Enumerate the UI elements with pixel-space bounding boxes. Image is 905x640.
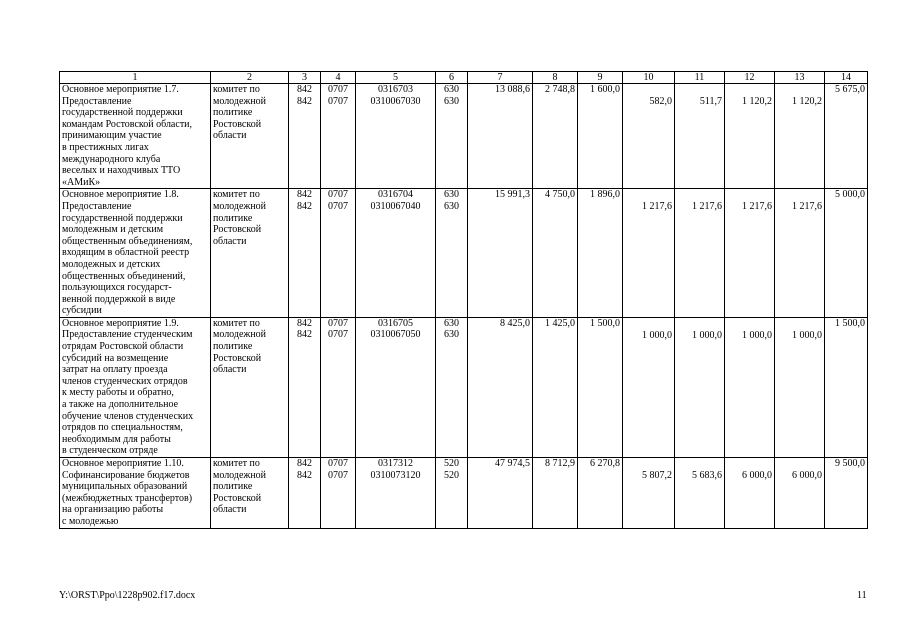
col-header-8: 8 <box>533 72 578 84</box>
amount-col-11: 1 217,6 <box>675 189 725 318</box>
vr-code: 630 630 <box>436 84 468 189</box>
grbs-code: 842 842 <box>289 189 321 318</box>
col-header-4: 4 <box>321 72 356 84</box>
executor: комитет по молодежной политике Ростовской области <box>211 189 289 318</box>
amount-col-14: 5 675,0 <box>825 84 868 189</box>
col-header-11: 11 <box>675 72 725 84</box>
amount-col-12: 1 120,2 <box>725 84 775 189</box>
total-amount: 47 974,5 <box>468 458 533 529</box>
grbs-code: 842 842 <box>289 317 321 457</box>
amount-col-13: 6 000,0 <box>775 458 825 529</box>
col-header-13: 13 <box>775 72 825 84</box>
rz-pr-code: 0707 0707 <box>321 317 356 457</box>
rz-pr-code: 0707 0707 <box>321 84 356 189</box>
header-row <box>60 72 868 84</box>
table-row <box>60 317 868 457</box>
col-header-1: 1 <box>60 72 211 84</box>
executor: комитет по молодежной политике Ростовской области <box>211 317 289 457</box>
rz-pr-code: 0707 0707 <box>321 189 356 318</box>
amount-col-8: 8 712,9 <box>533 458 578 529</box>
col-header-6: 6 <box>436 72 468 84</box>
amount-col-10: 5 807,2 <box>623 458 675 529</box>
rz-pr-code: 0707 0707 <box>321 458 356 529</box>
amount-col-9: 1 500,0 <box>578 317 623 457</box>
col-header-10: 10 <box>623 72 675 84</box>
vr-code: 630 630 <box>436 317 468 457</box>
amount-col-9: 6 270,8 <box>578 458 623 529</box>
amount-col-11: 511,7 <box>675 84 725 189</box>
table-row <box>60 189 868 318</box>
executor: комитет по молодежной политике Ростовской области <box>211 458 289 529</box>
amount-col-14: 1 500,0 <box>825 317 868 457</box>
csr-code: 0317312 0310073120 <box>356 458 436 529</box>
grbs-code: 842 842 <box>289 458 321 529</box>
amount-col-12: 1 217,6 <box>725 189 775 318</box>
col-header-2: 2 <box>211 72 289 84</box>
amount-col-13: 1 217,6 <box>775 189 825 318</box>
amount-col-10: 1 000,0 <box>623 317 675 457</box>
col-header-9: 9 <box>578 72 623 84</box>
grbs-code: 842 842 <box>289 84 321 189</box>
total-amount: 13 088,6 <box>468 84 533 189</box>
amount-col-9: 1 896,0 <box>578 189 623 318</box>
amount-col-8: 1 425,0 <box>533 317 578 457</box>
col-header-12: 12 <box>725 72 775 84</box>
activity-name: Основное мероприятие 1.9. Предоставление студенческим отрядам Ростовской области субсидий на возмещение затрат на оплату проезда членов студенческих отрядов к месту работы и обратно, а также на дополнительное обучение членов студенческих отрядов по специальностям, необходимым для работы в студенческом отряде <box>60 317 211 457</box>
csr-code: 0316704 0310067040 <box>356 189 436 318</box>
col-header-14: 14 <box>825 72 868 84</box>
activity-name: Основное мероприятие 1.8. Предоставление государственной поддержки молодежным и детским общественным объединениям, входящим в областной реестр молодежных и детских общественных объединений, пользующихся государст- венной поддержкой в виде субсидии <box>60 189 211 318</box>
col-header-5: 5 <box>356 72 436 84</box>
budget-table <box>59 71 868 529</box>
csr-code: 0316703 0310067030 <box>356 84 436 189</box>
vr-code: 520 520 <box>436 458 468 529</box>
col-header-7: 7 <box>468 72 533 84</box>
amount-col-13: 1 120,2 <box>775 84 825 189</box>
amount-col-8: 4 750,0 <box>533 189 578 318</box>
amount-col-11: 5 683,6 <box>675 458 725 529</box>
amount-col-10: 1 217,6 <box>623 189 675 318</box>
amount-col-13: 1 000,0 <box>775 317 825 457</box>
csr-code: 0316705 0310067050 <box>356 317 436 457</box>
amount-col-12: 6 000,0 <box>725 458 775 529</box>
total-amount: 8 425,0 <box>468 317 533 457</box>
amount-col-8: 2 748,8 <box>533 84 578 189</box>
amount-col-10: 582,0 <box>623 84 675 189</box>
amount-col-12: 1 000,0 <box>725 317 775 457</box>
amount-col-14: 5 000,0 <box>825 189 868 318</box>
table-row <box>60 458 868 529</box>
col-header-3: 3 <box>289 72 321 84</box>
file-path-footer: Y:\ORST\Ppo\1228p902.f17.docx <box>59 590 196 601</box>
amount-col-9: 1 600,0 <box>578 84 623 189</box>
amount-col-11: 1 000,0 <box>675 317 725 457</box>
total-amount: 15 991,3 <box>468 189 533 318</box>
vr-code: 630 630 <box>436 189 468 318</box>
page-number: 11 <box>857 590 867 601</box>
activity-name: Основное мероприятие 1.7. Предоставление государственной поддержки командам Ростовской области, принимающим участие в престижных лигах международного клуба веселых и находчивых ТТО «АМиК» <box>60 84 211 189</box>
amount-col-14: 9 500,0 <box>825 458 868 529</box>
executor: комитет по молодежной политике Ростовской области <box>211 84 289 189</box>
table-row <box>60 84 868 189</box>
activity-name: Основное мероприятие 1.10. Софинансирование бюджетов муниципальных образований (межбюджетных трансфертов) на организацию работы с молодежью <box>60 458 211 529</box>
